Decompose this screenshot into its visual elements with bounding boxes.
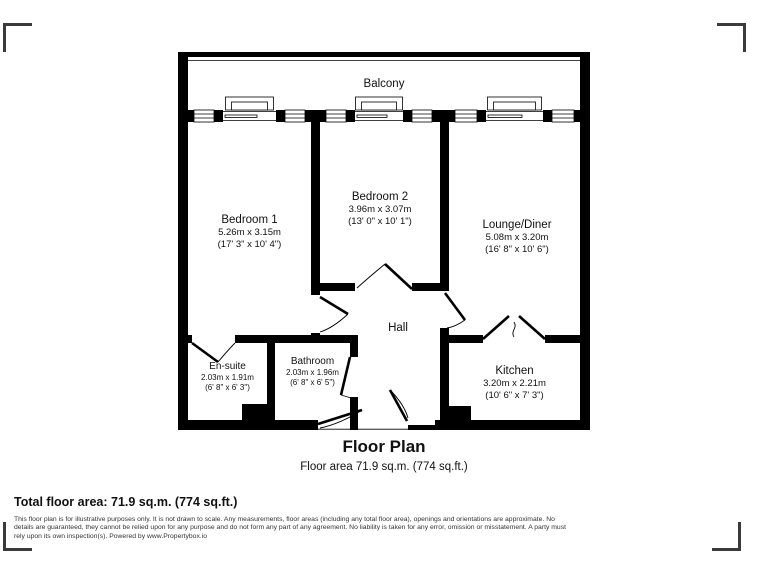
room-label-balcony: Balcony <box>363 78 405 90</box>
total-floor-area: Total floor area: 71.9 sq.m. (774 sq.ft.) <box>14 495 238 509</box>
plan-subtitle: Floor area 71.9 sq.m. (774 sq.ft.) <box>300 461 468 473</box>
room-label-hall: Hall <box>388 322 408 334</box>
crop-mark-bottom-right <box>712 522 741 551</box>
balcony-windows <box>188 97 580 122</box>
room-label-en-suite: En-suite 2.03m x 1.91m (6' 8" x 6' 3") <box>201 361 254 392</box>
room-label-kitchen: Kitchen 3.20m x 2.21m (10' 6" x 7' 3") <box>483 365 546 401</box>
floor-plan <box>178 52 590 430</box>
disclaimer-text: This floor plan is for illustrative purposes only. It is not drawn to scale. Any measurements, floor areas (including any total floor area), openings and orientations are approximate. No details are guaranteed, they cannot be relied upon for any purpose and do not form any part of any agreement. No liability is taken for any error, omission or misstatement. A party must rely upon its own inspection(s). Powered by www.Propertybox.io <box>14 516 566 540</box>
crop-mark-top-right <box>717 23 746 52</box>
room-label-bedroom-1: Bedroom 1 5.26m x 3.15m (17' 3" x 10' 4") <box>217 214 282 250</box>
room-label-bathroom: Bathroom 2.03m x 1.96m (6' 8" x 6' 5") <box>286 356 339 387</box>
plan-title: Floor Plan <box>342 437 426 456</box>
crop-mark-top-left <box>3 23 32 52</box>
room-label-lounge-diner: Lounge/Diner 5.08m x 3.20m (16' 8" x 10' 6") <box>482 219 552 255</box>
room-label-bedroom-2: Bedroom 2 3.96m x 3.07m (13' 0" x 10' 1") <box>348 191 412 227</box>
